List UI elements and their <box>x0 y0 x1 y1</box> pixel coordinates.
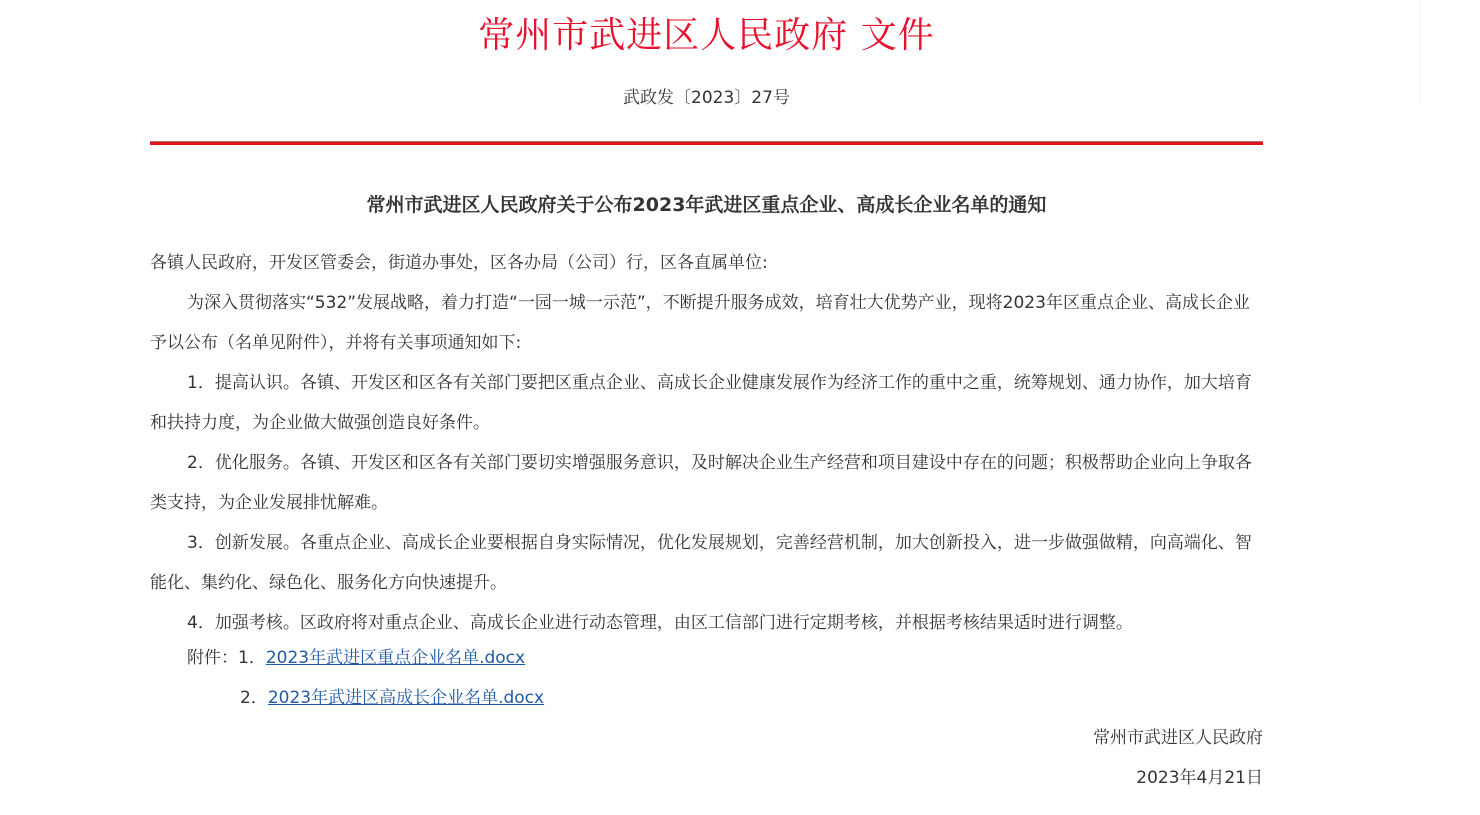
attachments-section <box>187 638 544 718</box>
item-paragraph-1: 1．提高认识。各镇、开发区和区各有关部门要把区重点企业、高成长企业健康发展作为经济工作的重中之重，统筹规划、通力协作，加大培育和扶持力度，为企业做大做强创造良好条件。 <box>150 373 1252 433</box>
item-paragraph-3: 3．创新发展。各重点企业、高成长企业要根据自身实际情况，优化发展规划，完善经营机制，加大创新投入，进一步做强做精，向高端化、智能化、集约化、绿色化、服务化方向快速提升。 <box>150 533 1252 593</box>
notice-body <box>150 243 1263 643</box>
side-divider <box>1420 0 1421 105</box>
issuer-name: 常州市武进区人民政府 <box>1093 728 1263 748</box>
intro-paragraph: 为深入贯彻落实“532”发展战略，着力打造“一园一城一示范”，不断提升服务成效，培育壮大优势产业，现将2023年区重点企业、高成长企业予以公布（名单见附件），并将有关事项通知如下: <box>150 293 1250 353</box>
attachment-number: 1． <box>238 648 266 668</box>
attachment-link-high-growth-enterprises[interactable]: 2023年武进区高成长企业名单.docx <box>267 688 545 708</box>
attachment-row-1 <box>187 638 544 678</box>
item-paragraph-4: 4．加强考核。区政府将对重点企业、高成长企业进行动态管理，由区工信部门进行定期考核，并根据考核结果适时进行调整。 <box>187 613 1133 633</box>
issue-date: 2023年4月21日 <box>1136 768 1263 788</box>
attachments-label: 附件： <box>187 648 238 668</box>
document-header-title: 常州市武进区人民政府 文件 <box>478 15 935 56</box>
attachment-row-2 <box>187 678 544 718</box>
attachment-link-key-enterprises[interactable]: 2023年武进区重点企业名单.docx <box>265 648 526 668</box>
signature-block <box>1093 718 1263 798</box>
salutation: 各镇人民政府，开发区管委会，街道办事处，区各办局（公司）行，区各直属单位: <box>150 253 768 273</box>
notice-title: 常州市武进区人民政府关于公布2023年武进区重点企业、高成长企业名单的通知 <box>366 194 1047 216</box>
red-header-divider <box>150 141 1263 145</box>
document-number: 武政发〔2023〕27号 <box>623 88 790 108</box>
attachment-number: 2． <box>240 688 268 708</box>
item-paragraph-2: 2．优化服务。各镇、开发区和区各有关部门要切实增强服务意识，及时解决企业生产经营和项目建设中存在的问题；积极帮助企业向上争取各类支持，为企业发展排忧解难。 <box>150 453 1252 513</box>
